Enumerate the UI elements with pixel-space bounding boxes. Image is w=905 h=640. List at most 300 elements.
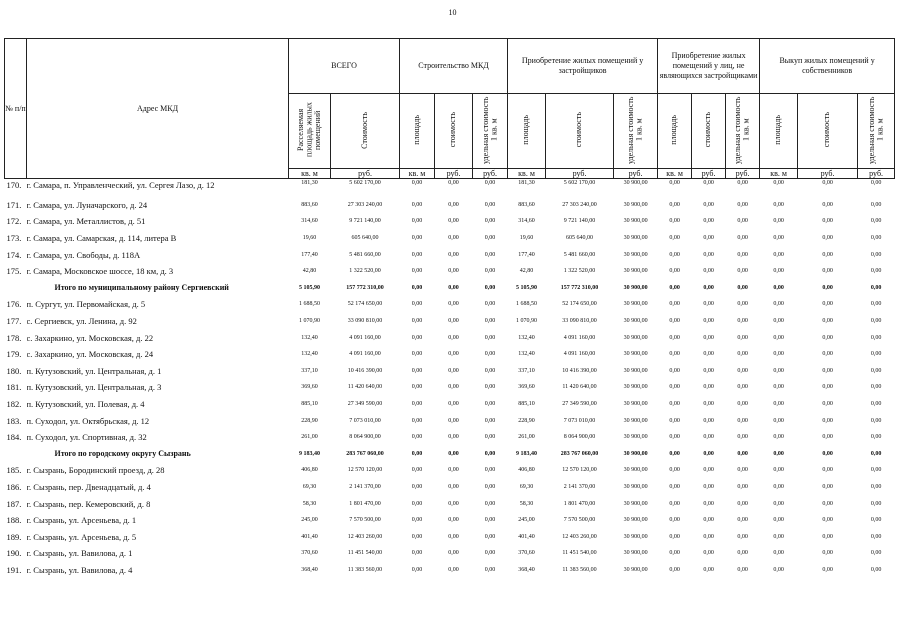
- row-value: 0,00: [870, 284, 882, 291]
- row-value: 0,00: [870, 384, 882, 391]
- row-value: 0,00: [773, 566, 784, 573]
- table-row: [5, 363, 895, 380]
- row-value: 245,00: [518, 517, 535, 524]
- subheader-total-cost: Стоимость: [331, 94, 400, 169]
- row-value: 885,10: [518, 401, 535, 408]
- row-value: 5 481 660,00: [349, 251, 381, 258]
- row-value: 0,00: [737, 533, 748, 540]
- row-value: 157 772 310,00: [346, 284, 384, 291]
- row-value: 0,00: [448, 218, 459, 225]
- row-value: 0,00: [870, 517, 882, 524]
- row-address: п. Кутузовский, ул. Полевая, д. 4: [26, 399, 145, 410]
- row-value: 27 349 590,00: [347, 401, 383, 408]
- row-value: 0,00: [703, 284, 714, 291]
- row-value: 0,00: [484, 367, 496, 374]
- row-value: 401,40: [518, 533, 535, 540]
- row-value: 0,00: [669, 351, 680, 358]
- row-value: 0,00: [411, 517, 423, 524]
- row-value: 314,60: [301, 218, 318, 225]
- row-value: 42,80: [519, 268, 534, 275]
- subheader-unit-cost: удельная стоимость 1 кв. м: [726, 94, 760, 169]
- row-value: 0,00: [703, 180, 714, 186]
- row-value: 0,00: [669, 201, 680, 208]
- row-value: 0,00: [773, 417, 784, 424]
- row-value: 0,00: [703, 434, 714, 441]
- row-value: 0,00: [773, 180, 784, 186]
- row-value: 605 640,00: [351, 235, 379, 242]
- row-value: 19,60: [302, 235, 317, 242]
- row-value: 0,00: [737, 180, 748, 186]
- row-value: 0,00: [669, 180, 680, 186]
- row-value: 11 420 640,00: [562, 384, 597, 391]
- row-value: 0,00: [669, 483, 680, 490]
- row-value: 0,00: [703, 201, 714, 208]
- row-value: 283 767 060,00: [560, 450, 599, 457]
- row-value: 0,00: [737, 268, 748, 275]
- row-value: 0,00: [737, 284, 748, 291]
- header-group-construction: Строительство МКД: [400, 39, 508, 94]
- row-value: 58,30: [519, 500, 534, 507]
- subheader-area: площадь: [760, 94, 798, 169]
- row-value: 30 900,00: [623, 268, 648, 275]
- row-value: 0,00: [870, 180, 882, 186]
- row-value: 4 091 160,00: [349, 334, 381, 341]
- row-address: с. Захаркино, ул. Московская, д. 24: [26, 349, 154, 360]
- row-number: [5, 446, 27, 463]
- row-value: 0,00: [822, 401, 833, 408]
- row-value: 0,00: [822, 417, 833, 424]
- subheader-cost: стоимость: [435, 94, 473, 169]
- row-value: 30 900,00: [623, 434, 648, 441]
- row-number: 175.: [6, 266, 22, 277]
- row-value: 0,00: [448, 384, 459, 391]
- header-group-buyout: Выкуп жилых помещений у собственников: [760, 39, 895, 94]
- row-value: 883,60: [301, 201, 318, 208]
- row-value: 181,30: [518, 180, 535, 186]
- row-value: 0,00: [448, 268, 459, 275]
- row-value: 132,40: [518, 334, 535, 341]
- row-value: 0,00: [703, 566, 714, 573]
- row-value: 0,00: [822, 434, 833, 441]
- row-value: 69,30: [519, 483, 534, 490]
- row-value: 0,00: [448, 251, 459, 258]
- row-number: 180.: [6, 365, 22, 376]
- row-value: 0,00: [484, 417, 496, 424]
- subheader-unit-cost: удельная стоимость 1 кв. м: [614, 94, 658, 169]
- subtotal-label: Итого по городскому округу Сызрань: [54, 449, 191, 459]
- row-number: 184.: [6, 432, 22, 443]
- row-value: 0,00: [448, 483, 459, 490]
- row-value: 42,80: [302, 268, 317, 275]
- row-value: 4 091 160,00: [349, 351, 381, 358]
- row-number: 173.: [6, 233, 22, 244]
- row-value: 10 416 390,00: [562, 367, 597, 374]
- row-value: 0,00: [669, 417, 680, 424]
- row-value: 0,00: [703, 351, 714, 358]
- row-value: 0,00: [411, 268, 423, 275]
- row-value: 30 900,00: [623, 467, 648, 474]
- row-value: 0,00: [773, 517, 784, 524]
- row-value: 0,00: [411, 417, 423, 424]
- row-value: 0,00: [822, 450, 833, 457]
- row-address: г. Самара, ул. Металлистов, д. 51: [26, 216, 146, 227]
- row-value: 30 900,00: [623, 533, 648, 540]
- row-value: 5 105,90: [516, 284, 538, 291]
- row-value: 30 900,00: [623, 201, 648, 208]
- row-value: 337,10: [518, 367, 535, 374]
- row-value: 30 900,00: [623, 483, 648, 490]
- row-number: 172.: [6, 216, 22, 227]
- row-value: 368,40: [301, 566, 318, 573]
- row-value: 0,00: [737, 450, 748, 457]
- row-value: 0,00: [669, 450, 680, 457]
- table-row: [5, 197, 895, 214]
- row-value: 1 801 470,00: [563, 500, 596, 507]
- row-value: 228,90: [301, 417, 318, 424]
- row-value: 0,00: [448, 201, 459, 208]
- row-value: 27 349 590,00: [562, 401, 597, 408]
- row-value: 0,00: [822, 533, 833, 540]
- row-value: 0,00: [484, 566, 496, 573]
- row-value: 0,00: [773, 533, 784, 540]
- row-value: 0,00: [411, 384, 423, 391]
- row-value: 0,00: [484, 180, 496, 186]
- row-value: 0,00: [484, 334, 496, 341]
- row-value: 0,00: [870, 218, 882, 225]
- row-value: 0,00: [870, 318, 882, 325]
- row-value: 0,00: [669, 218, 680, 225]
- header-num: № п/п: [5, 39, 27, 179]
- row-value: 0,00: [737, 467, 748, 474]
- row-value: 157 772 310,00: [560, 284, 599, 291]
- table-row: [5, 230, 895, 247]
- row-value: 0,00: [484, 401, 496, 408]
- row-value: 52 174 650,00: [562, 301, 597, 308]
- row-value: 181,30: [301, 180, 318, 186]
- row-value: 0,00: [822, 301, 833, 308]
- row-value: 0,00: [870, 550, 882, 557]
- row-value: 0,00: [703, 483, 714, 490]
- row-value: 406,80: [301, 467, 318, 474]
- row-value: 0,00: [870, 483, 882, 490]
- subtotal-row: [5, 280, 895, 297]
- unit-label: кв. м: [400, 169, 435, 179]
- row-value: 0,00: [773, 467, 784, 474]
- row-value: 0,00: [870, 434, 882, 441]
- row-value: 0,00: [773, 301, 784, 308]
- housing-table: [4, 38, 895, 578]
- row-value: 369,60: [301, 384, 318, 391]
- row-value: 1 322 520,00: [563, 268, 596, 275]
- unit-label: руб.: [473, 169, 508, 179]
- subheader-area: площадь: [508, 94, 546, 169]
- row-value: 0,00: [703, 450, 714, 457]
- row-value: 0,00: [870, 301, 882, 308]
- row-value: 0,00: [870, 401, 882, 408]
- row-value: 0,00: [773, 284, 784, 291]
- row-value: 261,00: [301, 434, 318, 441]
- header-address: Адрес МКД: [27, 39, 289, 179]
- row-value: 0,00: [448, 235, 459, 242]
- row-value: 0,00: [703, 218, 714, 225]
- table-row: [5, 346, 895, 363]
- row-value: 0,00: [448, 550, 459, 557]
- row-value: 30 900,00: [623, 301, 648, 308]
- row-value: 245,00: [301, 517, 318, 524]
- row-value: 8 064 900,00: [349, 434, 381, 441]
- row-value: 0,00: [870, 201, 882, 208]
- row-value: 0,00: [484, 550, 496, 557]
- row-value: 0,00: [703, 268, 714, 275]
- row-value: 0,00: [484, 533, 496, 540]
- row-value: 0,00: [870, 566, 882, 573]
- row-value: 12 403 260,00: [347, 533, 383, 540]
- table-row: [5, 329, 895, 346]
- row-value: 0,00: [703, 533, 714, 540]
- row-value: 0,00: [411, 284, 423, 291]
- subheader-cost: стоимость: [692, 94, 726, 169]
- row-value: 0,00: [669, 318, 680, 325]
- row-value: 11 420 640,00: [347, 384, 383, 391]
- row-number: 171.: [6, 199, 22, 210]
- row-value: 1 070,90: [299, 318, 320, 325]
- row-value: 0,00: [773, 268, 784, 275]
- row-value: 0,00: [448, 284, 459, 291]
- row-value: 0,00: [773, 334, 784, 341]
- row-value: 0,00: [669, 401, 680, 408]
- row-number: 191.: [6, 564, 22, 575]
- row-value: 30 900,00: [623, 401, 648, 408]
- row-value: 0,00: [737, 566, 748, 573]
- table-row: [5, 479, 895, 496]
- row-address: г. Сызрань, пер. Кемеровский, д. 8: [26, 498, 151, 509]
- row-value: 7 073 010,00: [563, 417, 596, 424]
- row-value: 0,00: [484, 268, 496, 275]
- row-value: 1 801 470,00: [349, 500, 381, 507]
- row-value: 0,00: [737, 251, 748, 258]
- row-value: 0,00: [411, 235, 423, 242]
- row-value: 30 900,00: [623, 318, 648, 325]
- row-value: 0,00: [870, 334, 882, 341]
- row-value: 0,00: [411, 401, 423, 408]
- row-value: 0,00: [737, 434, 748, 441]
- row-value: 30 900,00: [623, 384, 648, 391]
- row-value: 132,40: [518, 351, 535, 358]
- row-value: 0,00: [411, 450, 423, 457]
- subheader-unit-cost: удельная стоимость 1 кв. м: [473, 94, 508, 169]
- row-value: 33 090 810,00: [347, 318, 383, 325]
- table-row: [5, 313, 895, 330]
- row-value: 370,60: [518, 550, 535, 557]
- row-value: 0,00: [822, 334, 833, 341]
- row-value: 0,00: [737, 235, 748, 242]
- table-row: [5, 396, 895, 413]
- row-value: 0,00: [737, 401, 748, 408]
- row-value: 27 303 240,00: [562, 201, 597, 208]
- table-row: [5, 512, 895, 529]
- row-value: 0,00: [822, 235, 833, 242]
- row-value: 369,60: [518, 384, 535, 391]
- row-value: 0,00: [448, 301, 459, 308]
- row-number: 179.: [6, 349, 22, 360]
- row-value: 30 900,00: [623, 517, 648, 524]
- unit-label: кв. м: [658, 169, 692, 179]
- row-value: 19,60: [519, 235, 534, 242]
- row-value: 0,00: [822, 566, 833, 573]
- row-value: 0,00: [703, 301, 714, 308]
- row-address: г. Самара, п. Управленческий, ул. Сергея Лазо, д. 12: [26, 180, 215, 190]
- row-value: 0,00: [737, 417, 748, 424]
- row-value: 0,00: [773, 251, 784, 258]
- row-value: 0,00: [411, 218, 423, 225]
- row-value: 0,00: [448, 351, 459, 358]
- row-value: 5 481 660,00: [563, 251, 596, 258]
- unit-label: руб.: [546, 169, 614, 179]
- row-address: п. Суходол, ул. Октябрьская, д. 12: [26, 415, 150, 426]
- row-value: 0,00: [448, 180, 459, 186]
- row-value: 0,00: [411, 351, 423, 358]
- header-group-total: ВСЕГО: [289, 39, 400, 94]
- row-value: 0,00: [773, 318, 784, 325]
- row-value: 0,00: [703, 500, 714, 507]
- row-value: 0,00: [669, 566, 680, 573]
- row-value: 0,00: [822, 483, 833, 490]
- row-number: 177.: [6, 316, 22, 327]
- row-address: г. Самара, ул. Луначарского, д. 24: [26, 199, 148, 210]
- row-address: п. Суходол, ул. Спортивная, д. 32: [26, 432, 147, 443]
- row-address: г. Сызрань, пер. Двенадцатый, д. 4: [26, 481, 151, 492]
- table-row: [5, 246, 895, 263]
- row-value: 0,00: [703, 384, 714, 391]
- row-value: 0,00: [737, 201, 748, 208]
- unit-label: руб.: [798, 169, 858, 179]
- row-value: 12 570 120,00: [347, 467, 383, 474]
- row-value: 0,00: [448, 401, 459, 408]
- row-value: 370,60: [301, 550, 318, 557]
- row-value: 52 174 650,00: [347, 301, 383, 308]
- table-row: [5, 562, 895, 579]
- row-number: 182.: [6, 399, 22, 410]
- row-value: 0,00: [870, 533, 882, 540]
- row-value: 0,00: [484, 467, 496, 474]
- row-value: 30 900,00: [623, 334, 648, 341]
- row-number: 181.: [6, 382, 22, 393]
- row-value: 0,00: [411, 500, 423, 507]
- table-row: [5, 545, 895, 562]
- row-value: 1 070,90: [516, 318, 538, 325]
- row-value: 0,00: [484, 483, 496, 490]
- row-value: 0,00: [737, 384, 748, 391]
- row-value: 0,00: [703, 235, 714, 242]
- row-value: 0,00: [822, 517, 833, 524]
- row-value: 0,00: [669, 517, 680, 524]
- row-value: 0,00: [484, 251, 496, 258]
- row-value: 30 900,00: [623, 367, 648, 374]
- row-value: 0,00: [448, 367, 459, 374]
- unit-label: руб.: [331, 169, 400, 179]
- row-value: 12 570 120,00: [562, 467, 597, 474]
- row-value: 0,00: [737, 367, 748, 374]
- row-value: 314,60: [518, 218, 535, 225]
- row-value: 0,00: [737, 483, 748, 490]
- row-value: 27 303 240,00: [347, 201, 383, 208]
- row-value: 30 900,00: [623, 500, 648, 507]
- row-value: 0,00: [484, 450, 496, 457]
- row-value: 7 073 010,00: [349, 417, 381, 424]
- row-address: с. Сергиевск, ул. Ленина, д. 92: [26, 316, 137, 327]
- row-value: 0,00: [822, 500, 833, 507]
- row-number: 170.: [6, 180, 22, 190]
- row-value: 0,00: [703, 467, 714, 474]
- row-value: 883,60: [518, 201, 535, 208]
- unit-label: кв. м: [289, 169, 331, 179]
- row-value: 0,00: [448, 467, 459, 474]
- row-value: 0,00: [870, 351, 882, 358]
- row-number: 188.: [6, 515, 22, 526]
- row-value: 0,00: [411, 483, 423, 490]
- row-value: 0,00: [870, 450, 882, 457]
- unit-label: руб.: [692, 169, 726, 179]
- row-value: 0,00: [669, 384, 680, 391]
- subheader-cost: стоимость: [798, 94, 858, 169]
- row-value: 132,40: [301, 334, 318, 341]
- row-value: 0,00: [411, 533, 423, 540]
- row-value: 0,00: [773, 351, 784, 358]
- row-value: 605 640,00: [566, 235, 594, 242]
- row-number: 183.: [6, 415, 22, 426]
- row-value: 0,00: [484, 351, 496, 358]
- row-value: 30 900,00: [623, 550, 648, 557]
- row-value: 30 900,00: [623, 218, 648, 225]
- row-value: 0,00: [703, 401, 714, 408]
- row-value: 0,00: [484, 301, 496, 308]
- row-value: 4 091 160,00: [563, 334, 596, 341]
- row-value: 0,00: [870, 367, 882, 374]
- row-value: 0,00: [411, 467, 423, 474]
- row-value: 0,00: [773, 483, 784, 490]
- row-value: 0,00: [411, 566, 423, 573]
- row-value: 177,40: [518, 251, 535, 258]
- row-value: 0,00: [822, 284, 833, 291]
- row-value: 0,00: [411, 301, 423, 308]
- row-value: 0,00: [773, 500, 784, 507]
- row-value: 283 767 060,00: [346, 450, 384, 457]
- row-value: 0,00: [703, 550, 714, 557]
- row-value: 0,00: [484, 517, 496, 524]
- row-value: 0,00: [703, 517, 714, 524]
- row-value: 0,00: [773, 384, 784, 391]
- row-value: 228,90: [518, 417, 535, 424]
- row-value: 0,00: [669, 533, 680, 540]
- row-value: 4 091 160,00: [563, 351, 596, 358]
- row-value: 0,00: [822, 351, 833, 358]
- unit-label: руб.: [726, 169, 760, 179]
- row-value: 0,00: [737, 301, 748, 308]
- table-row: [5, 412, 895, 429]
- row-value: 0,00: [411, 201, 423, 208]
- row-value: 30 900,00: [623, 180, 648, 186]
- row-value: 0,00: [448, 434, 459, 441]
- row-value: 406,80: [518, 467, 535, 474]
- row-value: 69,30: [302, 483, 317, 490]
- table-row: [5, 495, 895, 512]
- row-value: 11 451 540,00: [562, 550, 597, 557]
- row-value: 0,00: [448, 450, 459, 457]
- page-number: 10: [448, 8, 457, 17]
- row-value: 0,00: [411, 550, 423, 557]
- row-value: 0,00: [484, 500, 496, 507]
- row-address: г. Сызрань, ул. Вавилова, д. 1: [26, 548, 133, 559]
